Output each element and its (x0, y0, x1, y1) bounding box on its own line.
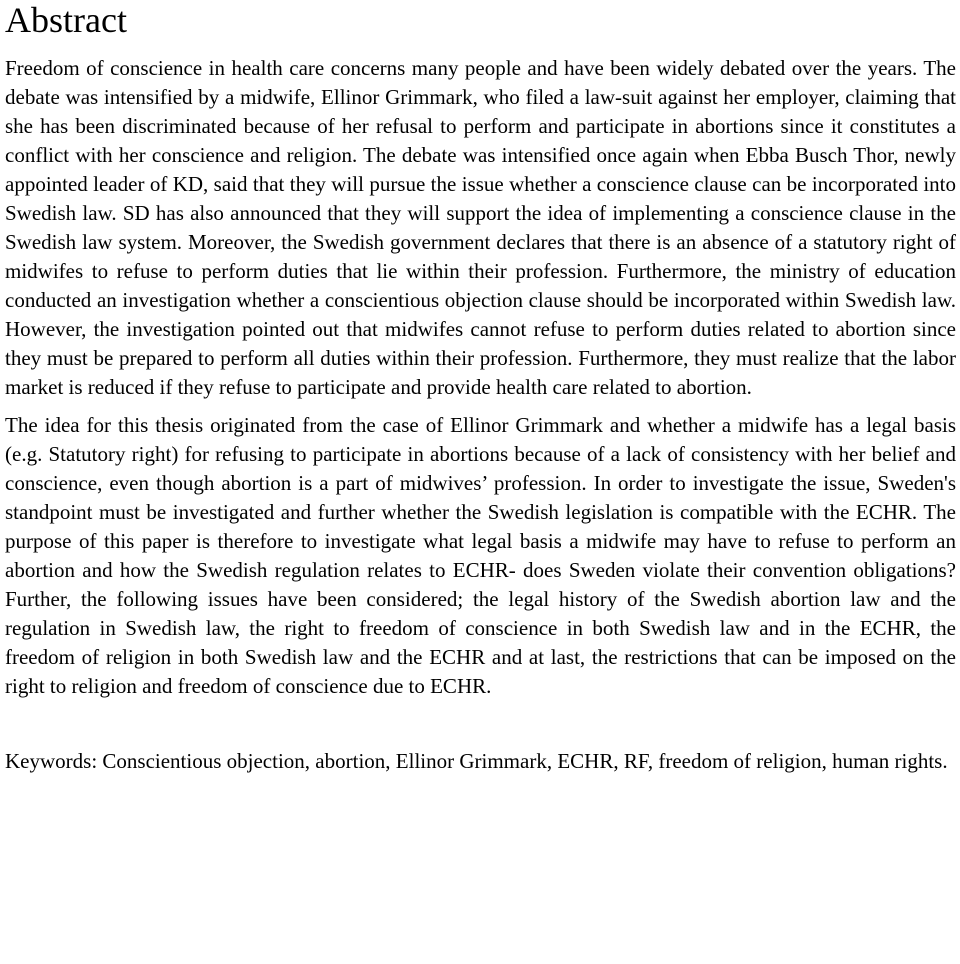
abstract-paragraph-1: Freedom of conscience in health care concerns many people and have been widely debated over the years. The debate was intensified by a midwife, Ellinor Grimmark, who filed a law-suit against her employer, claiming that she has been discriminated because of her refusal to perform and participate in abortions since it constitutes a conflict with her conscience and religion. The debate was intensified once again when Ebba Busch Thor, newly appointed leader of KD, said that they will pursue the issue whether a conscience clause can be incorporated into Swedish law. SD has also announced that they will support the idea of implementing a conscience clause in the Swedish law system. Moreover, the Swedish government declares that there is an absence of a statutory right of midwifes to refuse to perform duties that lie within their profession. Furthermore, the ministry of education conducted an investigation whether a conscientious objection clause should be incorporated within Swedish law. However, the investigation pointed out that midwifes cannot refuse to perform duties related to abortion since they must be prepared to perform all duties within their profession. Furthermore, they must realize that the labor market is reduced if they refuse to participate and provide health care related to abortion. (5, 56, 956, 399)
keywords-line: Keywords: Conscientious objection, abortion, Ellinor Grimmark, ECHR, RF, freedom of religion, human rights. (5, 749, 948, 773)
abstract-paragraph-2: The idea for this thesis originated from the case of Ellinor Grimmark and whether a midwife has a legal basis (e.g. Statutory right) for refusing to participate in abortions because of a lack of consistency with her belief and conscience, even though abortion is a part of midwives’ profession. In order to investigate the issue, Sweden's standpoint must be investigated and further whether the Swedish legislation is compatible with the ECHR. The purpose of this paper is therefore to investigate what legal basis a midwife may have to refuse to perform an abortion and how the Swedish regulation relates to ECHR- does Sweden violate their convention obligations? Further, the following issues have been considered; the legal history of the Swedish abortion law and the regulation in Swedish law, the right to freedom of conscience in both Swedish law and in the ECHR, the freedom of religion in both Swedish law and the ECHR and at last, the restrictions that can be imposed on the right to religion and freedom of conscience due to ECHR. (5, 413, 956, 698)
document-page (5, 0, 956, 776)
abstract-heading: Abstract (5, 0, 127, 40)
